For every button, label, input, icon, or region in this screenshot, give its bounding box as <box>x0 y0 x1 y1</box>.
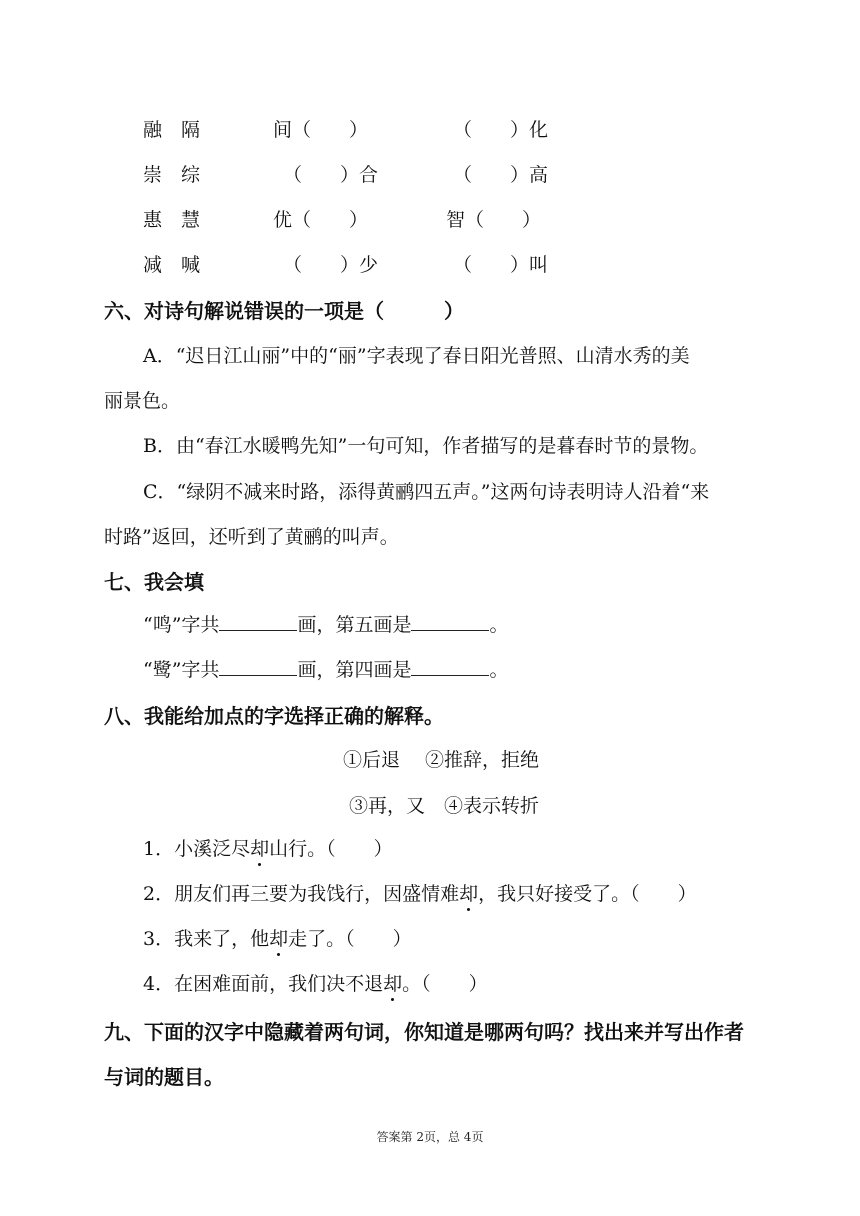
q6-option-a: A．“迟日江山丽”中的“丽”字表现了春日阳光普照、山清水秀的美 <box>143 345 690 367</box>
q7-row-2-prefix: “鹭”字共 <box>143 659 220 681</box>
q8-item-1-post: 山行。（ ） <box>269 838 393 860</box>
dotted-char: 却 <box>459 879 478 906</box>
q8-item-2 <box>143 879 697 906</box>
q6-title: 六、对诗句解说错误的一项是（ ） <box>104 299 464 323</box>
answer-blank[interactable] <box>411 657 489 676</box>
q8-item-4-post: 。（ ） <box>402 973 488 995</box>
q8-item-3-post: 走了。（ ） <box>288 928 412 950</box>
q7-row-2-middle: 画，第四画是 <box>297 659 412 681</box>
q9-title-line-2: 与词的题目。 <box>104 1065 224 1089</box>
answer-blank[interactable] <box>219 612 297 631</box>
q8-item-3 <box>143 924 412 951</box>
q7-row-2-end: 。 <box>489 659 509 681</box>
pair-blank-a: 间（ ） <box>273 119 369 141</box>
q7-row-1-prefix: “鸣”字共 <box>143 614 220 636</box>
q6-option-a-cont: 丽景色。 <box>104 390 181 412</box>
q8-options-line-2: ③再，又 ④表示转折 <box>349 795 540 817</box>
q8-item-3-pre: 3．我来了，他 <box>143 928 270 950</box>
q8-item-4-pre: 4．在困难面前，我们决不退 <box>143 973 384 995</box>
pair-chars: 减 喊 <box>143 254 201 276</box>
pair-blank-b: （ ）叫 <box>453 254 549 276</box>
q8-item-2-post: ，我只好接受了。（ ） <box>478 883 697 905</box>
pair-chars: 崇 综 <box>143 164 201 186</box>
page-footer: 答案第 2页，总 4页 <box>376 1130 484 1144</box>
pair-blank-a: （ ）少 <box>283 254 379 276</box>
q6-option-c: C．“绿阴不减来时路，添得黄鹂四五声。”这两句诗表明诗人沿着“来 <box>143 481 710 503</box>
pair-blank-b: 智（ ） <box>446 209 542 231</box>
q9-title-line-1: 九、下面的汉字中隐藏着两句词，你知道是哪两句吗？找出来并写出作者 <box>104 1020 744 1044</box>
q6-option-c-cont: 时路”返回，还听到了黄鹂的叫声。 <box>104 526 399 548</box>
q7-row-1-end: 。 <box>489 614 509 636</box>
q8-options-line-1: ①后退 ②推辞，拒绝 <box>343 749 540 771</box>
q8-title: 八、我能给加点的字选择正确的解释。 <box>104 704 444 728</box>
pair-chars: 融 隔 <box>143 119 201 141</box>
q8-item-4 <box>143 969 488 996</box>
dotted-char: 却 <box>383 969 402 996</box>
q8-item-2-pre: 2．朋友们再三要为我饯行，因盛情难 <box>143 883 460 905</box>
answer-blank[interactable] <box>219 657 297 676</box>
dotted-char: 却 <box>269 924 288 951</box>
dotted-char: 却 <box>250 834 269 861</box>
q7-title: 七、我会填 <box>104 570 204 594</box>
q7-row-1-middle: 画，第五画是 <box>297 614 412 636</box>
q7-row-1 <box>143 610 508 637</box>
pair-blank-a: （ ）合 <box>283 164 379 186</box>
pair-chars: 惠 慧 <box>143 209 201 231</box>
pair-blank-a: 优（ ） <box>273 209 369 231</box>
q7-row-2 <box>143 655 508 682</box>
q8-item-1 <box>143 834 393 861</box>
pair-blank-b: （ ）高 <box>453 164 549 186</box>
pair-blank-b: （ ）化 <box>453 119 549 141</box>
answer-blank[interactable] <box>411 612 489 631</box>
q6-option-b: B．由“春江水暖鸭先知”一句可知，作者描写的是暮春时节的景物。 <box>143 435 709 457</box>
q8-item-1-pre: 1．小溪泛尽 <box>143 838 251 860</box>
